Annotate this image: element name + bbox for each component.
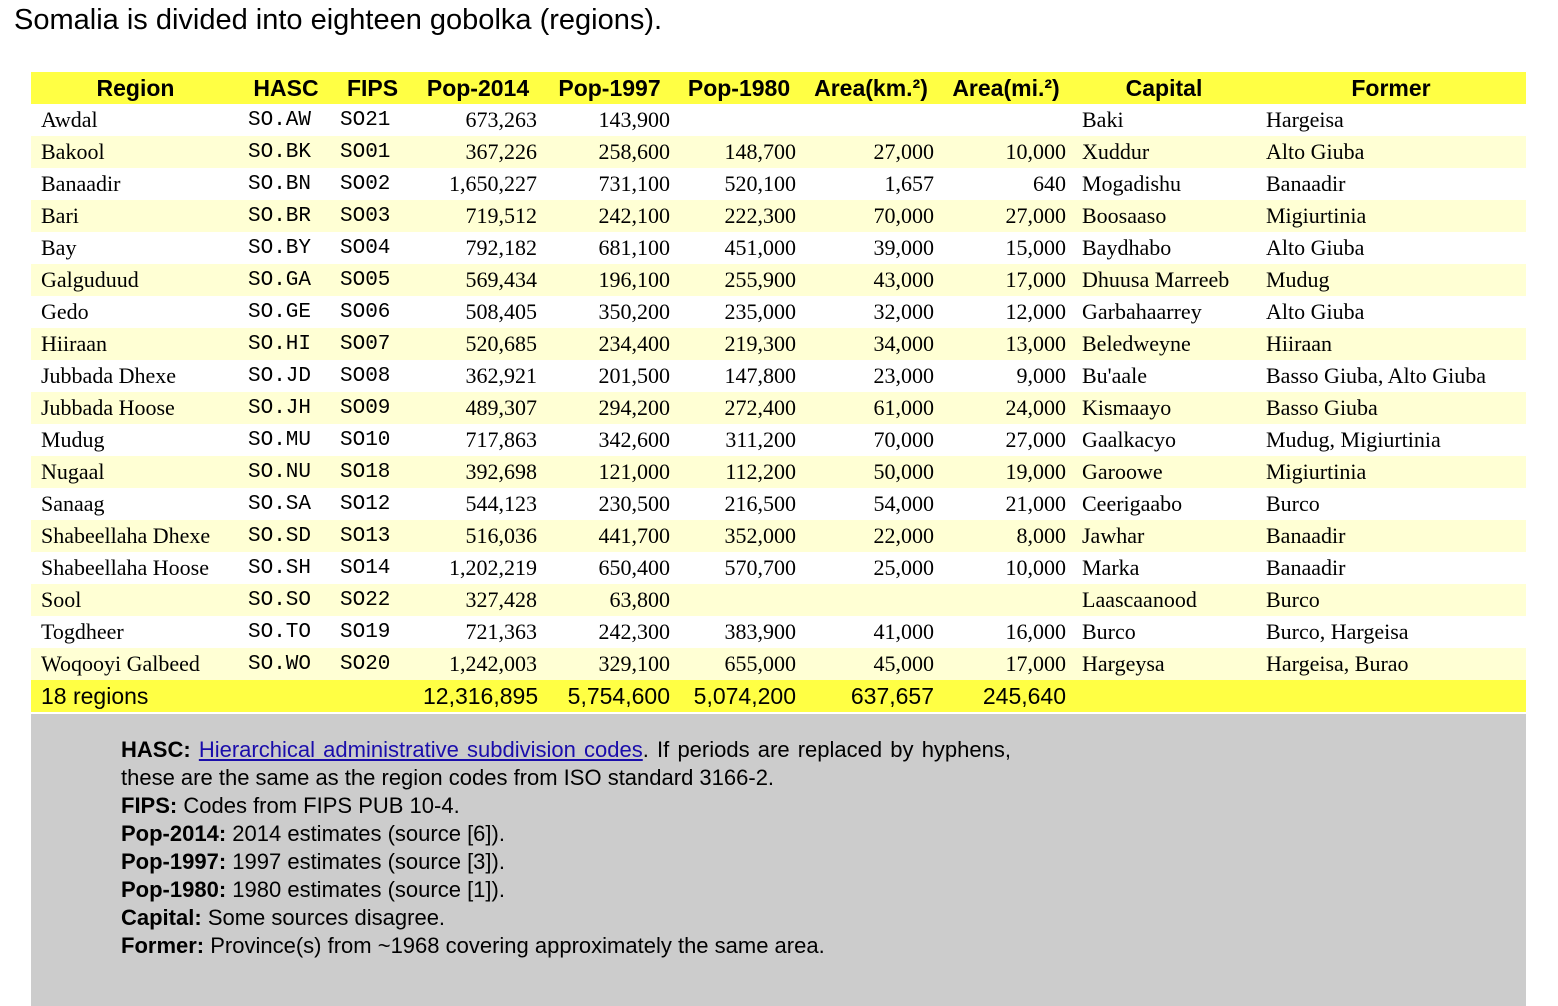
cell-region: Awdal bbox=[41, 107, 98, 132]
cell-fips: SO21 bbox=[340, 108, 391, 132]
cell-capital: Laascaanood bbox=[1072, 584, 1256, 616]
cell-area-mi: 12,000 bbox=[1005, 299, 1066, 324]
table-row bbox=[31, 552, 1526, 584]
cell-capital: Mogadishu bbox=[1082, 171, 1181, 196]
cell-pop-1980: 147,800 bbox=[724, 363, 796, 388]
cell-pop-1997: 196,100 bbox=[543, 264, 676, 296]
table-row bbox=[31, 520, 1526, 552]
cell-hasc: SO.BK bbox=[240, 136, 332, 168]
cell-pop-1980: 383,900 bbox=[724, 619, 796, 644]
cell-hasc: SO.GA bbox=[240, 264, 332, 296]
cell-area-mi: 13,000 bbox=[940, 328, 1072, 360]
cell-area-mi: 16,000 bbox=[1005, 619, 1066, 644]
cell-fips: SO04 bbox=[340, 236, 391, 260]
cell-pop-2014: 1,202,219 bbox=[449, 555, 537, 580]
cell-area-km: 41,000 bbox=[873, 619, 934, 644]
cell-pop-2014: 717,863 bbox=[465, 427, 537, 452]
cell-region: Jubbada Dhexe bbox=[41, 363, 177, 388]
cell-former: Alto Giuba bbox=[1256, 136, 1526, 168]
cell-former: Mudug, Migiurtinia bbox=[1266, 427, 1441, 452]
cell-pop-1980: 272,400 bbox=[676, 392, 802, 424]
cell-area-km: 45,000 bbox=[802, 648, 940, 680]
cell-hasc: SO.SA bbox=[248, 492, 312, 516]
cell-region: Mudug bbox=[41, 427, 105, 452]
cell-pop-1980: 112,200 bbox=[676, 456, 802, 488]
cell-pop-1980: 520,100 bbox=[724, 171, 796, 196]
cell-capital: Bu'aale bbox=[1082, 363, 1148, 388]
cell-pop-2014: 792,182 bbox=[465, 235, 537, 260]
cell-capital: Kismaayo bbox=[1072, 392, 1256, 424]
note-hasc bbox=[121, 736, 1011, 792]
table-row bbox=[31, 136, 1526, 168]
cell-pop-1997: 242,100 bbox=[543, 200, 676, 232]
cell-pop-2014: 673,263 bbox=[465, 107, 537, 132]
header-row bbox=[31, 72, 1526, 104]
cell-pop-2014: 508,405 bbox=[465, 299, 537, 324]
cell-pop-1997: 230,500 bbox=[598, 491, 670, 516]
header-capital: Capital bbox=[1072, 72, 1256, 104]
cell-former: Banaadir bbox=[1266, 555, 1346, 580]
cell-area-km: 50,000 bbox=[802, 456, 940, 488]
cell-area-mi: 17,000 bbox=[940, 648, 1072, 680]
regions-table bbox=[31, 72, 1526, 712]
cell-hasc: SO.AW bbox=[248, 108, 312, 132]
cell-former: Migiurtinia bbox=[1256, 200, 1526, 232]
cell-region: Bakool bbox=[31, 136, 240, 168]
cell-pop-2014: 362,921 bbox=[465, 363, 537, 388]
cell-region: Sool bbox=[31, 584, 240, 616]
cell-hasc: SO.JD bbox=[248, 364, 312, 388]
cell-capital: Marka bbox=[1082, 555, 1140, 580]
cell-region: Jubbada Hoose bbox=[31, 392, 240, 424]
cell-pop-1997: 650,400 bbox=[598, 555, 670, 580]
notes-panel bbox=[31, 714, 1526, 1006]
cell-pop-1980: 222,300 bbox=[676, 200, 802, 232]
note-capital-term: Capital: bbox=[121, 905, 202, 930]
cell-capital: Baydhabo bbox=[1082, 235, 1172, 260]
cell-pop-2014: 367,226 bbox=[413, 136, 543, 168]
table-row bbox=[31, 488, 1526, 520]
cell-fips: SO09 bbox=[332, 392, 413, 424]
cell-region: Bari bbox=[31, 200, 240, 232]
cell-area-km: 25,000 bbox=[873, 555, 934, 580]
cell-fips: SO13 bbox=[332, 520, 413, 552]
cell-fips: SO07 bbox=[332, 328, 413, 360]
table-row bbox=[31, 456, 1526, 488]
note-former bbox=[121, 932, 1011, 960]
cell-hasc: SO.SH bbox=[248, 556, 312, 580]
header-pop-1997: Pop-1997 bbox=[543, 72, 676, 104]
cell-pop-1997: 143,900 bbox=[598, 107, 670, 132]
cell-former: Hiiraan bbox=[1256, 328, 1526, 360]
cell-area-km: 34,000 bbox=[802, 328, 940, 360]
note-pop-1997 bbox=[121, 848, 1011, 876]
cell-area-mi: 17,000 bbox=[940, 264, 1072, 296]
cell-capital: Garbahaarrey bbox=[1082, 299, 1202, 324]
cell-pop-1980: 235,000 bbox=[724, 299, 796, 324]
header-hasc: HASC bbox=[240, 72, 332, 104]
cell-former: Banaadir bbox=[1256, 520, 1526, 552]
cell-fips: SO02 bbox=[340, 172, 391, 196]
cell-fips: SO19 bbox=[340, 620, 391, 644]
cell-area-mi bbox=[940, 584, 1072, 616]
cell-hasc: SO.SD bbox=[240, 520, 332, 552]
note-pop-2014-term: Pop-2014: bbox=[121, 821, 227, 846]
cell-fips: SO06 bbox=[340, 300, 391, 324]
cell-pop-2014: 719,512 bbox=[413, 200, 543, 232]
cell-region: Woqooyi Galbeed bbox=[31, 648, 240, 680]
cell-area-mi: 10,000 bbox=[940, 136, 1072, 168]
cell-fips: SO08 bbox=[340, 364, 391, 388]
cell-hasc: SO.GE bbox=[248, 300, 312, 324]
cell-hasc: SO.SO bbox=[240, 584, 332, 616]
cell-former: Basso Giuba bbox=[1256, 392, 1526, 424]
cell-pop-2014: 489,307 bbox=[413, 392, 543, 424]
cell-pop-1997: 731,100 bbox=[598, 171, 670, 196]
totals-area-km: 637,657 bbox=[802, 680, 940, 712]
cell-pop-1997: 441,700 bbox=[543, 520, 676, 552]
cell-area-km: 27,000 bbox=[802, 136, 940, 168]
cell-pop-1980: 219,300 bbox=[676, 328, 802, 360]
cell-hasc: SO.NU bbox=[240, 456, 332, 488]
cell-former: Banaadir bbox=[1266, 171, 1346, 196]
cell-region: Togdheer bbox=[41, 619, 124, 644]
cell-region: Hiiraan bbox=[31, 328, 240, 360]
cell-fips: SO10 bbox=[340, 428, 391, 452]
note-pop-2014-desc: 2014 estimates (source [6]). bbox=[232, 821, 505, 846]
cell-pop-1980: 311,200 bbox=[725, 427, 796, 452]
cell-pop-2014: 721,363 bbox=[465, 619, 537, 644]
note-hasc-desc: . If periods are replaced by hyphens, these are the same as the region codes from ISO standard 3166-2. bbox=[121, 737, 1011, 790]
cell-capital: Garoowe bbox=[1072, 456, 1256, 488]
cell-area-mi: 8,000 bbox=[940, 520, 1072, 552]
totals-pop-1997: 5,754,600 bbox=[543, 680, 676, 712]
cell-area-mi: 640 bbox=[1033, 171, 1066, 196]
cell-area-mi: 21,000 bbox=[1005, 491, 1066, 516]
table-row bbox=[31, 104, 1526, 136]
header-pop-1980: Pop-1980 bbox=[676, 72, 802, 104]
cell-pop-1980: 352,000 bbox=[676, 520, 802, 552]
table-row bbox=[31, 616, 1526, 648]
table-row bbox=[31, 584, 1526, 616]
cell-capital: Beledweyne bbox=[1072, 328, 1256, 360]
note-pop-1997-desc: 1997 estimates (source [3]). bbox=[232, 849, 505, 874]
note-capital-desc: Some sources disagree. bbox=[207, 905, 446, 930]
note-pop-1997-term: Pop-1997: bbox=[121, 849, 227, 874]
header-area-km: Area(km.²) bbox=[802, 72, 940, 104]
cell-pop-1997: 681,100 bbox=[598, 235, 670, 260]
note-pop-1980-desc: 1980 estimates (source [1]). bbox=[232, 877, 505, 902]
note-former-desc: Province(s) from ~1968 covering approximately the same area. bbox=[210, 933, 825, 958]
totals-label: 18 regions bbox=[31, 680, 240, 712]
notes-text bbox=[121, 736, 1011, 960]
cell-area-km: 70,000 bbox=[802, 200, 940, 232]
cell-area-mi: 27,000 bbox=[1005, 427, 1066, 452]
intro-text: Somalia is divided into eighteen gobolka (regions). bbox=[14, 4, 663, 36]
cell-pop-2014: 392,698 bbox=[413, 456, 543, 488]
hasc-link[interactable]: Hierarchical administrative subdivision codes bbox=[198, 737, 643, 762]
cell-region: Nugaal bbox=[31, 456, 240, 488]
cell-area-km: 43,000 bbox=[802, 264, 940, 296]
cell-pop-1980: 655,000 bbox=[676, 648, 802, 680]
table-row bbox=[31, 232, 1526, 264]
cell-area-km: 54,000 bbox=[873, 491, 934, 516]
cell-former: Migiurtinia bbox=[1256, 456, 1526, 488]
cell-hasc: SO.BY bbox=[248, 236, 312, 260]
totals-row bbox=[31, 680, 1526, 712]
table-row bbox=[31, 328, 1526, 360]
cell-former: Hargeisa, Burao bbox=[1256, 648, 1526, 680]
cell-former: Alto Giuba bbox=[1266, 235, 1365, 260]
cell-pop-1997: 121,000 bbox=[543, 456, 676, 488]
cell-former: Hargeisa bbox=[1266, 107, 1344, 132]
cell-hasc: SO.WO bbox=[240, 648, 332, 680]
note-pop-2014 bbox=[121, 820, 1011, 848]
cell-area-km bbox=[802, 104, 940, 136]
cell-pop-1980: 570,700 bbox=[724, 555, 796, 580]
cell-hasc: SO.BN bbox=[248, 172, 312, 196]
cell-pop-2014: 327,428 bbox=[413, 584, 543, 616]
cell-area-mi: 15,000 bbox=[1005, 235, 1066, 260]
table-row bbox=[31, 296, 1526, 328]
cell-area-mi bbox=[940, 104, 1072, 136]
note-former-term: Former: bbox=[121, 933, 205, 958]
cell-region: Sanaag bbox=[41, 491, 105, 516]
cell-capital: Burco bbox=[1082, 619, 1136, 644]
table-row bbox=[31, 264, 1526, 296]
cell-area-km: 1,657 bbox=[884, 171, 934, 196]
cell-pop-2014: 1,650,227 bbox=[449, 171, 537, 196]
cell-hasc: SO.TO bbox=[248, 620, 312, 644]
cell-pop-1997: 342,600 bbox=[598, 427, 670, 452]
cell-area-km: 32,000 bbox=[873, 299, 934, 324]
cell-region: Bay bbox=[41, 235, 77, 260]
cell-pop-1997: 350,200 bbox=[598, 299, 670, 324]
note-pop-1980-term: Pop-1980: bbox=[121, 877, 227, 902]
totals-pop-2014: 12,316,895 bbox=[413, 680, 543, 712]
table-row bbox=[31, 392, 1526, 424]
cell-fips: SO01 bbox=[332, 136, 413, 168]
cell-fips: SO05 bbox=[332, 264, 413, 296]
totals-pop-1980: 5,074,200 bbox=[676, 680, 802, 712]
cell-region: Shabeellaha Hoose bbox=[41, 555, 209, 580]
cell-former: Burco bbox=[1256, 584, 1526, 616]
cell-capital: Hargeysa bbox=[1072, 648, 1256, 680]
cell-former: Burco bbox=[1266, 491, 1320, 516]
cell-fips: SO14 bbox=[340, 556, 391, 580]
cell-pop-1980 bbox=[676, 584, 802, 616]
cell-pop-1997: 242,300 bbox=[598, 619, 670, 644]
cell-former: Burco, Hargeisa bbox=[1266, 619, 1409, 644]
header-area-mi: Area(mi.²) bbox=[940, 72, 1072, 104]
cell-area-mi: 10,000 bbox=[1005, 555, 1066, 580]
cell-capital: Baki bbox=[1082, 107, 1124, 132]
cell-pop-2014: 569,434 bbox=[413, 264, 543, 296]
cell-region: Galguduud bbox=[31, 264, 240, 296]
cell-area-km bbox=[802, 584, 940, 616]
cell-area-mi: 9,000 bbox=[1016, 363, 1066, 388]
cell-fips: SO22 bbox=[332, 584, 413, 616]
cell-pop-1980: 216,500 bbox=[724, 491, 796, 516]
cell-area-km: 61,000 bbox=[802, 392, 940, 424]
table-row bbox=[31, 648, 1526, 680]
cell-hasc: SO.MU bbox=[248, 428, 312, 452]
cell-hasc: SO.HI bbox=[240, 328, 332, 360]
cell-pop-1980: 255,900 bbox=[676, 264, 802, 296]
cell-hasc: SO.BR bbox=[240, 200, 332, 232]
cell-capital: Xuddur bbox=[1072, 136, 1256, 168]
cell-pop-1997: 258,600 bbox=[543, 136, 676, 168]
cell-fips: SO20 bbox=[332, 648, 413, 680]
cell-pop-1997: 294,200 bbox=[543, 392, 676, 424]
cell-pop-2014: 516,036 bbox=[413, 520, 543, 552]
table-row bbox=[31, 168, 1526, 200]
cell-hasc: SO.JH bbox=[240, 392, 332, 424]
cell-capital: Dhuusa Marreeb bbox=[1072, 264, 1256, 296]
note-fips-term: FIPS: bbox=[121, 793, 178, 818]
cell-area-mi: 19,000 bbox=[940, 456, 1072, 488]
header-region: Region bbox=[31, 72, 240, 104]
header-fips: FIPS bbox=[332, 72, 413, 104]
note-capital bbox=[121, 904, 1011, 932]
cell-pop-1980 bbox=[676, 104, 802, 136]
totals-area-mi: 245,640 bbox=[940, 680, 1072, 712]
cell-region: Banaadir bbox=[41, 171, 121, 196]
cell-area-km: 39,000 bbox=[873, 235, 934, 260]
cell-area-km: 22,000 bbox=[802, 520, 940, 552]
cell-capital: Jawhar bbox=[1072, 520, 1256, 552]
cell-former: Alto Giuba bbox=[1266, 299, 1365, 324]
header-pop-2014: Pop-2014 bbox=[413, 72, 543, 104]
cell-area-mi: 27,000 bbox=[940, 200, 1072, 232]
cell-pop-1997: 234,400 bbox=[543, 328, 676, 360]
table-row bbox=[31, 200, 1526, 232]
note-fips bbox=[121, 792, 1011, 820]
cell-capital: Boosaaso bbox=[1072, 200, 1256, 232]
cell-region: Gedo bbox=[41, 299, 89, 324]
cell-area-km: 23,000 bbox=[873, 363, 934, 388]
cell-fips: SO12 bbox=[340, 492, 391, 516]
note-hasc-term: HASC: bbox=[121, 737, 191, 762]
cell-fips: SO03 bbox=[332, 200, 413, 232]
cell-pop-1997: 63,800 bbox=[543, 584, 676, 616]
cell-area-mi: 24,000 bbox=[940, 392, 1072, 424]
cell-capital: Ceerigaabo bbox=[1082, 491, 1183, 516]
table-row bbox=[31, 360, 1526, 392]
cell-pop-2014: 1,242,003 bbox=[413, 648, 543, 680]
note-fips-desc: Codes from FIPS PUB 10-4. bbox=[183, 793, 460, 818]
cell-pop-2014: 544,123 bbox=[465, 491, 537, 516]
cell-former: Mudug bbox=[1256, 264, 1526, 296]
table-row bbox=[31, 424, 1526, 456]
cell-pop-2014: 520,685 bbox=[413, 328, 543, 360]
cell-area-km: 70,000 bbox=[873, 427, 934, 452]
header-former: Former bbox=[1256, 72, 1526, 104]
cell-former: Basso Giuba, Alto Giuba bbox=[1266, 363, 1486, 388]
cell-pop-1980: 148,700 bbox=[676, 136, 802, 168]
cell-pop-1997: 201,500 bbox=[598, 363, 670, 388]
cell-region: Shabeellaha Dhexe bbox=[31, 520, 240, 552]
note-pop-1980 bbox=[121, 876, 1011, 904]
cell-capital: Gaalkacyo bbox=[1082, 427, 1177, 452]
cell-fips: SO18 bbox=[332, 456, 413, 488]
cell-pop-1997: 329,100 bbox=[543, 648, 676, 680]
cell-pop-1980: 451,000 bbox=[724, 235, 796, 260]
